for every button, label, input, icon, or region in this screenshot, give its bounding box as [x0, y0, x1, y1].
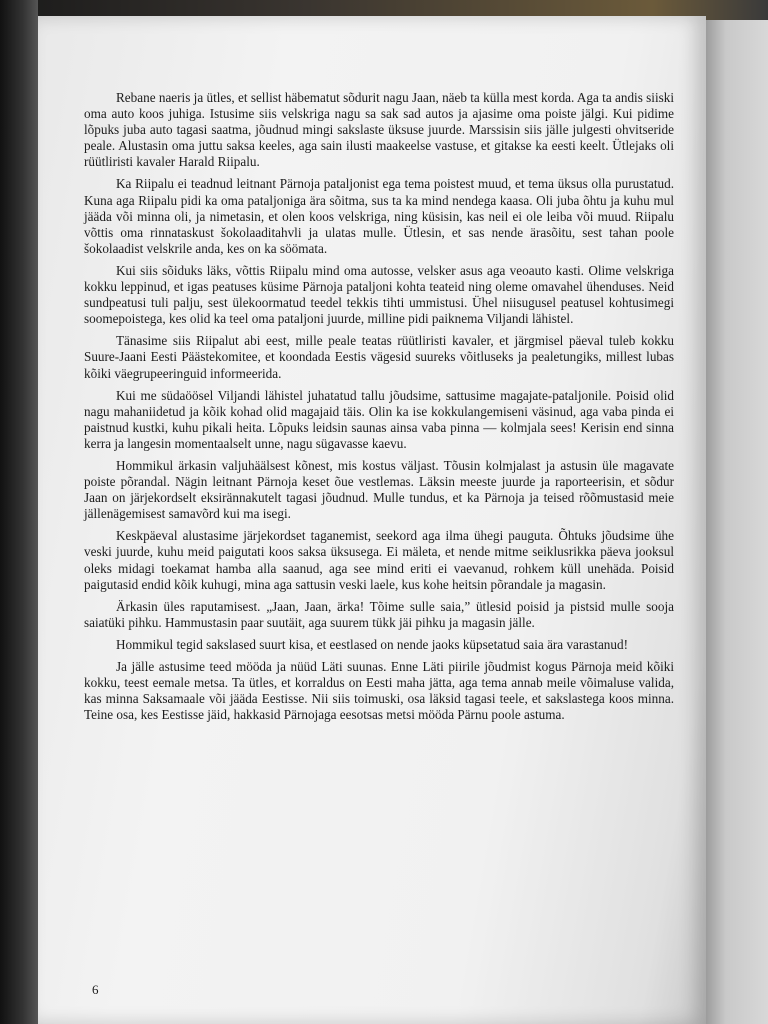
page-text	[84, 90, 674, 729]
paragraph: Ärkasin üles raputamisest. „Jaan, Jaan, ärka! Tõime sulle saia,” ütlesid poisid ja pistsid mulle sooja saiatüki pihku. Hammustasin paar suutäit, aga suurem tükk jäi pihku ja magasin jälle.	[84, 598, 674, 630]
paragraph: Ja jälle astusime teed mööda ja nüüd Läti suunas. Enne Läti piirile jõudmist kogus Pärnoja meid kõiki kokku, teest eemale metsa. Ta ütles, et korraldus on Eesti maha jätta, aga tema annab meile võimaluse valida, kas minna Saksamaale või jääda Eestisse. Nii siis toimuski, osa läksid tagasi teele, et sakslastega koos minna. Teine osa, kes Eestisse jäid, hakkasid Pärnojaga eesotsas metsi mööda Pärnu poole astuma.	[84, 659, 674, 723]
facing-page	[698, 20, 768, 1024]
paragraph: Hommikul ärkasin valjuhäälsest kõnest, mis kostus väljast. Tõusin kolmjalast ja astusin üle magavate poiste põrandal. Nägin leitnant Pärnoja keset õue vestlemas. Läksin meeste juurde ja raporteerisin, et sõdur Jaan on järjekordselt eksirännakutelt tagasi jõudnud. Mulle tundus, et ka Pärnoja ja teised rõõmustasid meie jällenägemisest samavõrd kui ma isegi.	[84, 457, 674, 522]
paragraph: Keskpäeval alustasime järjekordset taganemist, seekord aga ilma ühegi pauguta. Õhtuks jõudsime ühe veski juurde, kuhu meid paigutati koos saksa üksusega. Ei mäleta, et nende mitme seiklusrikka päeva jooksul oleks midagi toekamat hamba alla saanud, aga see mind eriti ei vaevanud, rohkem küll unehäda. Poisid paigutasid endid kõik kuhugi, mina aga sattusin veski laele, kus kohe heitsin põrandale ja magasin.	[84, 528, 674, 592]
book-page	[38, 16, 706, 1024]
paragraph: Kui siis sõiduks läks, võttis Riipalu mind oma autosse, velsker asus aga veoauto kasti. Olime velskriga kokku leppinud, et igas peatuses küsime Pärnoja pataljoni kohta teateid ning oleme omavahel ühenduses. Neid sundpeatusi tuli palju, sest ülekoormatud teedel tekkis tihti ummistusi. Ühel niisugusel peatusel kohtusimegi soomepoistega, kes olid ka teel oma pataljoni juurde, milline pidi paiknema Viljandi lähistel.	[84, 262, 674, 327]
paragraph: Ka Riipalu ei teadnud leitnant Pärnoja pataljonist ega tema poistest muud, et tema üksus olla purustatud. Kuna aga Riipalu pidi ka oma pataljoniga ära sõitma, sus ta ka mind nendega kaasa. Oli juba õhtu ja kuhu mul jääda või minna oli, ja nimetasin, et olen koos velskriga, ning küsisin, kas neil ei ole leiba või muud. Riipalu võttis oma rinnataskust šokolaaditahvli ja ulatas mulle. Ütlesin, et sas nende ärasõitu, sest tahan poole šokolaadist velskrile anda, kes on ka söömata.	[84, 176, 674, 256]
book-edge-left	[0, 0, 38, 1024]
paragraph: Hommikul tegid sakslased suurt kisa, et eestlased on nende jaoks küpsetatud saia ära varastanud!	[116, 636, 628, 652]
page-number: 6	[92, 982, 99, 997]
paragraph: Rebane naeris ja ütles, et sellist häbematut sõdurit nagu Jaan, näeb ta külla mest korda. Aga ta andis siiski oma auto koos juhiga. Istusime siis velskriga nagu sa sak sad autos ja ajasime oma poiste jälgi. Kui pidime lõpuks juba auto tagasi saatma, jõudnud mingi sakslaste üksuse juurde. Marssisin siis jälle julgesti ohvitseride peale. Alustasin oma juttu saksa keeles, aga sain ilusti maakeelse vastuse, et gitakse ka eesti keelt. Ütlejaks oli rüütliristi kavaler Harald Riipalu.	[84, 90, 674, 170]
paragraph: Tänasime siis Riipalut abi eest, mille peale teatas rüütliristi kavaler, et järgmisel päeval tuleb kokku Suure-Jaani Eesti Päästekomitee, et koondada Eestis vägesid suureks võitluseks ja pealetungiks, millest lubas kõiki väegrupeeringuid informeerida.	[84, 333, 674, 381]
paragraph: Kui me südaöösel Viljandi lähistel juhatatud tallu jõudsime, sattusime magajate-pataljonile. Poisid olid nagu mahaniidetud ja kõik kohad olid magajaid täis. Olin ka ise kokkulangemiseni väsinud, aga vaba pinda ei paistnud kustki, kuhu pikali heita. Lõpuks leidsin saunas ainsa vaba pinna — kolmjala sees! Kerisin end sinna kerra ja langesin momentaalselt unne, nagu sügavasse kaevu.	[84, 387, 674, 451]
